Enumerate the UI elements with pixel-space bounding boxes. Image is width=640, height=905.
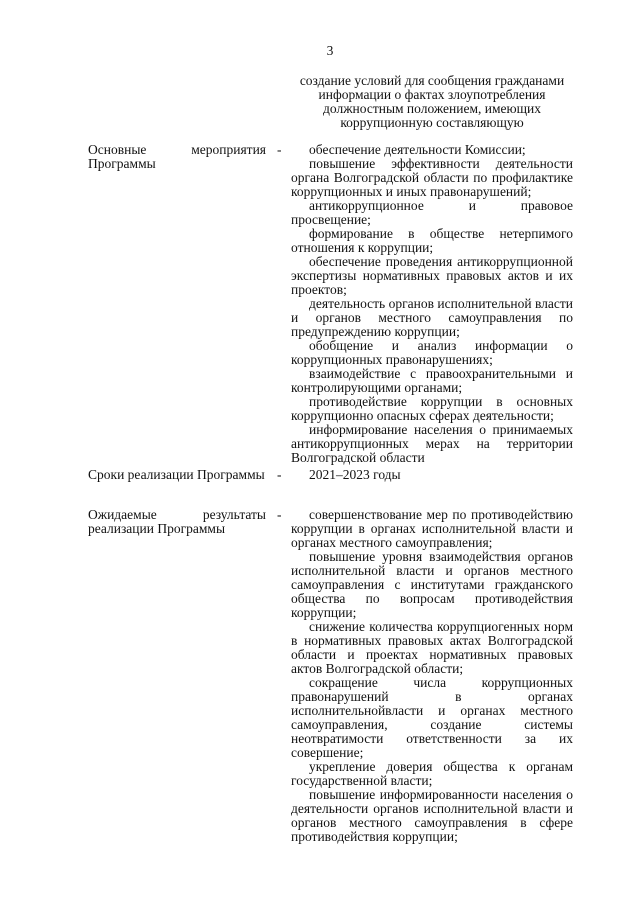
list-item: повышение эффективности деятельности органа Волгоградской области по профилактике коррупционных и иных правонарушений;: [291, 156, 573, 199]
list-item: взаимодействие с правоохранительными и контролирующими органами;: [291, 366, 573, 395]
section-label: Ожидаемые результаты реализации Программы: [88, 507, 266, 536]
section-label: Сроки реализации Программы: [88, 467, 265, 482]
section-content: [291, 508, 573, 844]
section-label: Основные мероприятия Программы: [88, 142, 266, 171]
list-item: сокращение числа коррупционных правонарушений в органах исполнительнойвласти и органах местного самоуправления, создание системы неотвратимости ответственности за их совершение;: [291, 675, 573, 760]
list-item: формирование в обществе нетерпимого отношения к коррупции;: [291, 226, 573, 255]
list-item: повышение информированности населения о деятельности органов исполнительной власти и органов местного самоуправления в сфере противодействия коррупции;: [291, 787, 573, 844]
list-item: антикоррупционное и правовое просвещение;: [291, 198, 573, 227]
list-item: обеспечение деятельности Комиссии;: [309, 142, 526, 157]
intro-content: [291, 74, 573, 130]
intro-paragraph: создание условий для сообщения гражданами информации о фактах злоупотребления должностным положением, имеющих коррупционную составляющую: [299, 73, 565, 130]
section-dash: -: [277, 467, 282, 482]
section-dash: -: [277, 507, 282, 522]
list-item: обеспечение проведения антикоррупционной экспертизы нормативных правовых актов и их проектов;: [291, 254, 573, 297]
section-content: [291, 468, 573, 482]
list-item: информирование населения о принимаемых антикоррупционных мерах на территории Волгоградской области: [291, 422, 573, 465]
section-content: [291, 143, 573, 465]
list-item: совершенствование мер по противодействию коррупции в органах исполнительной власти и органах местного самоуправления;: [291, 507, 573, 550]
section-dash: -: [277, 142, 282, 157]
list-item: обобщение и анализ информации о коррупционных правонарушениях;: [291, 338, 573, 367]
list-item: укрепление доверия общества к органам государственной власти;: [291, 759, 573, 788]
list-item: повышение уровня взаимодействия органов исполнительной власти и органов местного самоуправления с институтами гражданского общества по вопросам противодействия коррупции;: [291, 549, 573, 620]
list-item: снижение количества коррупциогенных норм в нормативных правовых актах Волгоградской области и проектах нормативных правовых актов Волгоградской области;: [291, 619, 573, 676]
list-item: деятельность органов исполнительной власти и органов местного самоуправления по предупреждению коррупции;: [291, 296, 573, 339]
list-item: противодействие коррупции в основных коррупционно опасных сферах деятельности;: [291, 394, 573, 423]
list-item: 2021–2023 годы: [309, 467, 401, 482]
page-number: 3: [326, 43, 334, 58]
